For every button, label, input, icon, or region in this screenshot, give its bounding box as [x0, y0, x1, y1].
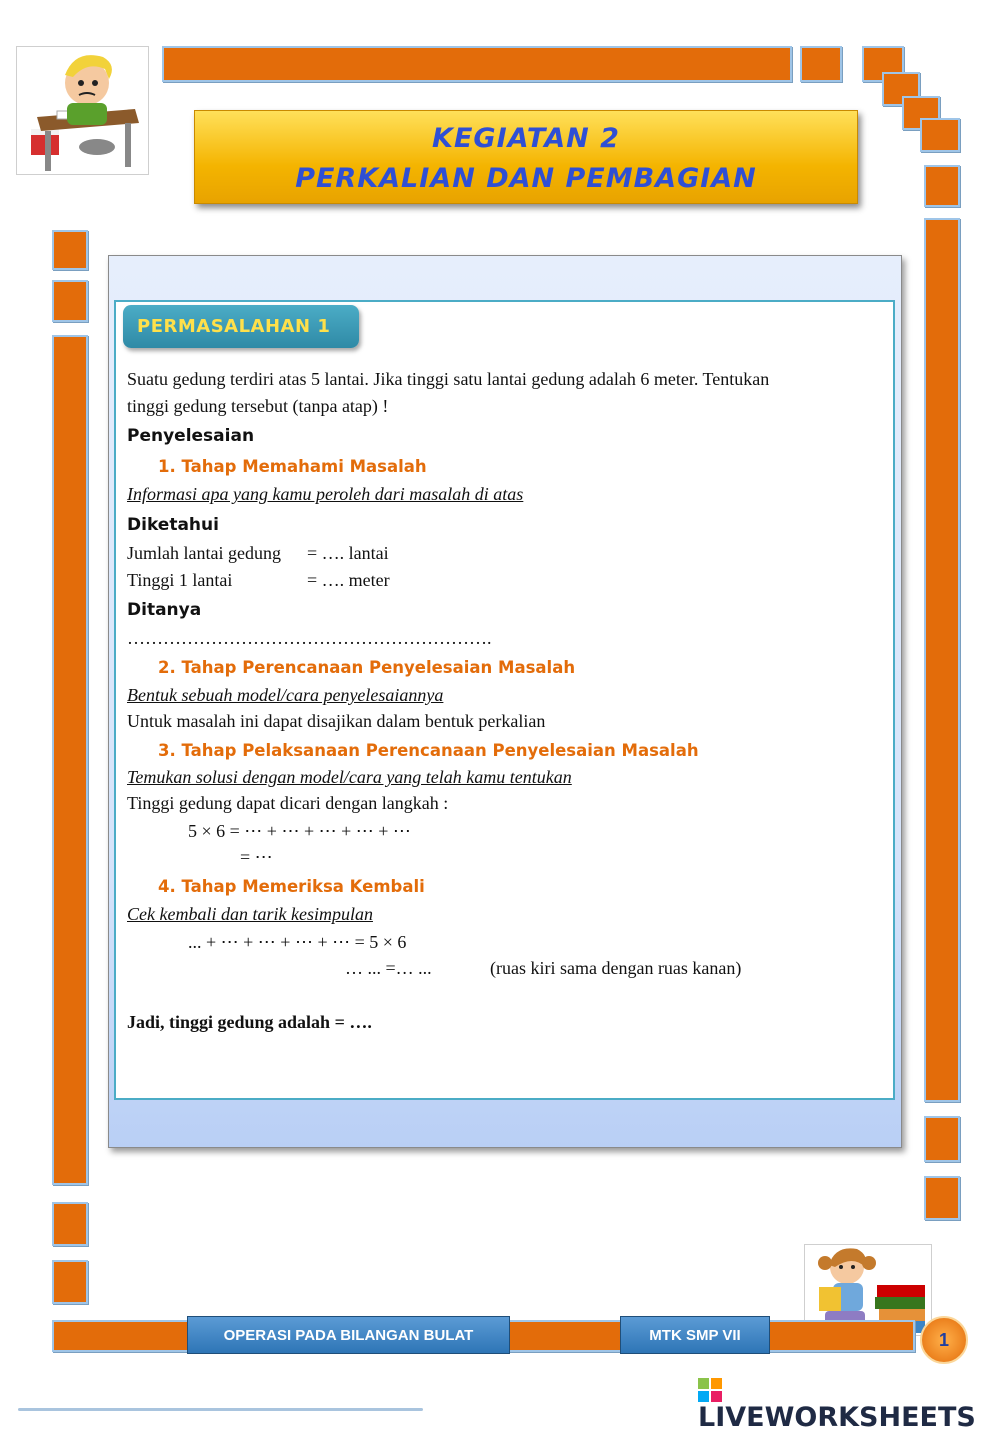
step-2-title: 2. Tahap Perencanaan Penyelesaian Masalah	[158, 658, 576, 677]
step-3-text: Tinggi gedung dapat dicari dengan langkah :	[127, 793, 449, 813]
step-2-text: Untuk masalah ini dapat disajikan dalam bentuk perkalian	[127, 711, 546, 731]
solution-heading: Penyelesaian	[127, 426, 255, 446]
right-bar	[924, 218, 960, 1102]
title-line-2: PERKALIAN DAN PEMBAGIAN	[295, 163, 757, 194]
problem-tag: PERMASALAHAN 1	[123, 305, 359, 348]
corner-square	[920, 118, 960, 152]
step-3-title: 3. Tahap Pelaksanaan Perencanaan Penyelesaian Masalah	[158, 741, 699, 760]
page-number-badge	[920, 1316, 968, 1364]
left-square	[52, 230, 88, 270]
problem-text-line-2: tinggi gedung tersebut (tanpa atap) !	[127, 396, 389, 416]
footer-chapter-label: OPERASI PADA BILANGAN BULAT	[187, 1316, 510, 1354]
step-4-equation-2: … ... =… ...	[345, 958, 432, 978]
step-1-subtitle: Informasi apa yang kamu peroleh dari masalah di atas	[127, 484, 524, 504]
right-square	[924, 1116, 960, 1162]
step-4-title: 4. Tahap Memeriksa Kembali	[158, 877, 425, 896]
known-label-height: Tinggi 1 lantai	[127, 570, 233, 590]
known-label-floors: Jumlah lantai gedung	[127, 543, 281, 563]
top-square	[800, 46, 842, 82]
known-value-floors: = …. lantai	[307, 543, 389, 563]
step-4-equation-1: ... + ⋯ + ⋯ + ⋯ + ⋯ = 5 × 6	[188, 932, 407, 952]
problem-text-line-1: Suatu gedung terdiri atas 5 lantai. Jika tinggi satu lantai gedung adalah 6 meter. Tentukan	[127, 369, 770, 389]
step-3-equation-2: = ⋯	[240, 847, 273, 867]
page-number: 1	[938, 1330, 949, 1350]
title-line-1: KEGIATAN 2	[432, 123, 620, 154]
asked-heading: Ditanya	[127, 600, 202, 620]
footer-subject-label: MTK SMP VII	[620, 1316, 770, 1354]
activity-title	[194, 110, 858, 204]
step-3-subtitle: Temukan solusi dengan model/cara yang telah kamu tentukan	[127, 767, 572, 787]
top-bar	[162, 46, 792, 82]
right-square	[924, 1176, 960, 1220]
asked-answer-line: …………………………………………………….	[127, 628, 492, 648]
boy-at-desk-illustration	[16, 46, 149, 175]
step-4-subtitle: Cek kembali dan tarik kesimpulan	[127, 904, 373, 924]
step-3-equation-1: 5 × 6 = ⋯ + ⋯ + ⋯ + ⋯ + ⋯	[188, 821, 411, 841]
bottom-edge-line	[18, 1408, 423, 1411]
step-2-subtitle: Bentuk sebuah model/cara penyelesaiannya	[127, 685, 444, 705]
known-heading: Diketahui	[127, 515, 219, 535]
right-square	[924, 165, 960, 207]
left-square	[52, 1260, 88, 1304]
known-value-height: = …. meter	[307, 570, 390, 590]
left-square	[52, 1202, 88, 1246]
liveworksheets-logo	[698, 1378, 1000, 1433]
liveworksheets-logo-icon	[698, 1378, 722, 1402]
step-4-note: (ruas kiri sama dengan ruas kanan)	[490, 958, 742, 978]
left-square	[52, 280, 88, 322]
conclusion: Jadi, tinggi gedung adalah = ….	[127, 1012, 372, 1032]
step-1-title: 1. Tahap Memahami Masalah	[158, 457, 427, 476]
left-bar	[52, 335, 88, 1185]
liveworksheets-logo-text: LIVEWORKSHEETS	[698, 1402, 976, 1433]
